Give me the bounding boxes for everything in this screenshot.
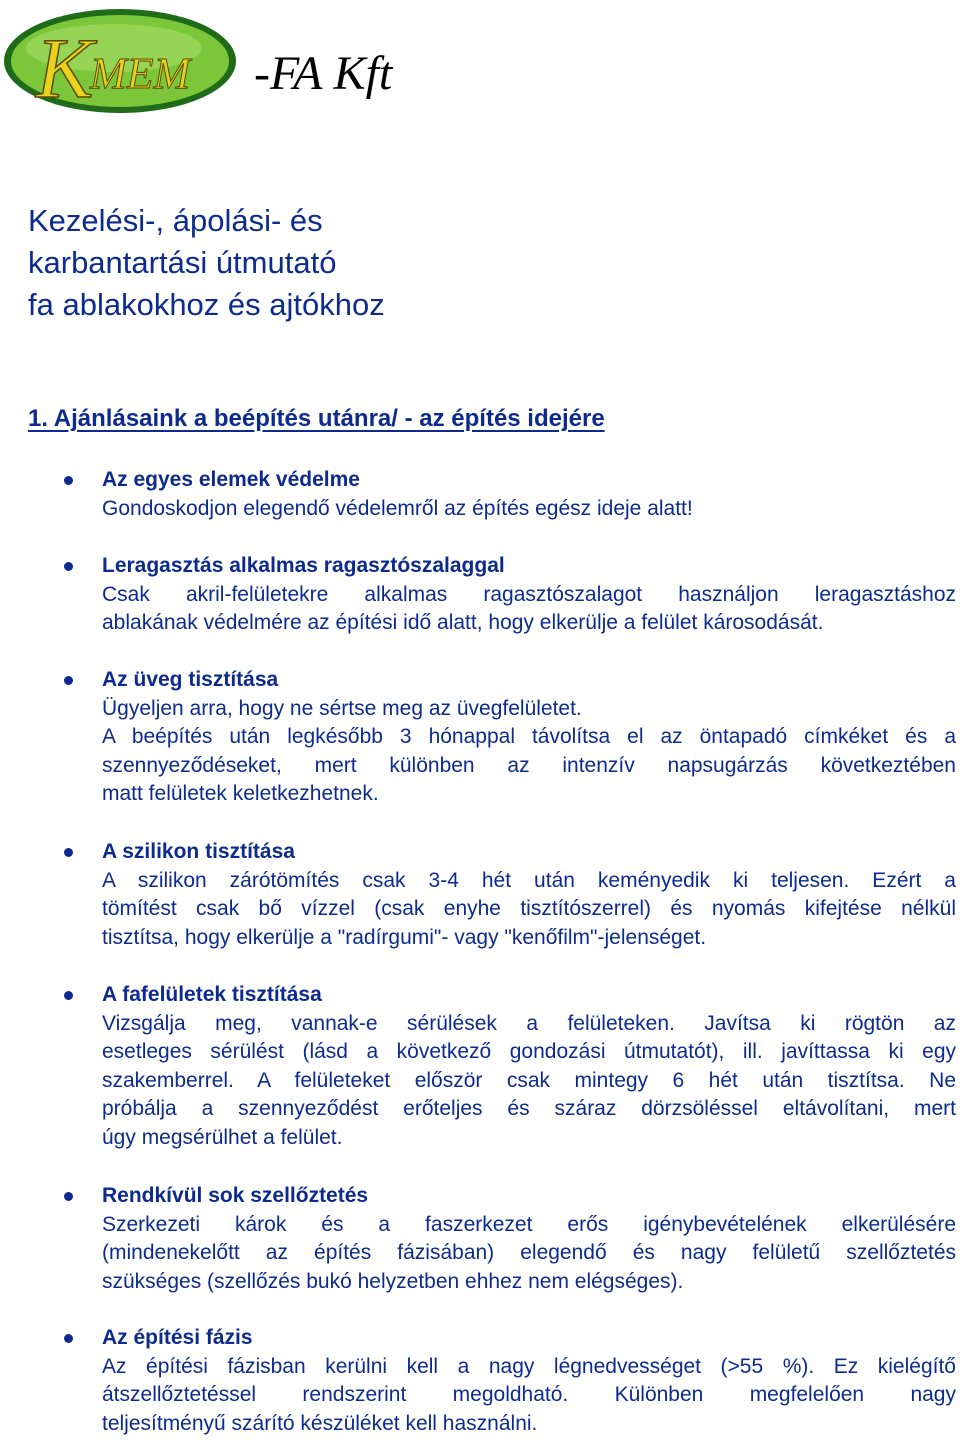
item-body-line: szennyeződéseket, mert különben az intenzív napsugárzás következtében [102, 753, 956, 777]
item-body-line: Gondoskodjon elegendő védelemről az építés egész ideje alatt! [102, 496, 693, 520]
recommendation-item [0, 981, 960, 1152]
recommendation-item [0, 666, 960, 809]
item-body [102, 695, 956, 809]
item-body-line: szükséges (szellőzés bukó helyzetben ehhez nem elégséges). [102, 1269, 684, 1293]
recommendation-item [0, 1324, 960, 1438]
bullet-icon [64, 562, 73, 571]
item-body-line: teljesítményű szárító készüléket kell használni. [102, 1411, 538, 1435]
item-body [102, 495, 956, 524]
item-body-line: A szilikon zárótömítés csak 3-4 hét után keményedik ki teljesen. Ezért a [102, 868, 956, 892]
item-body [102, 581, 956, 638]
bullet-icon [64, 476, 73, 485]
item-title: Az építési fázis [102, 1326, 253, 1349]
bullet-icon [64, 848, 73, 857]
bullet-icon [64, 991, 73, 1000]
section-heading: 1. Ajánlásaink a beépítés utánra/ - az építés idejére [28, 405, 605, 432]
item-body-line: tömítést csak bő vízzel (csak enyhe tisztítószerrel) és nyomás kifejtése nélkül [102, 897, 956, 920]
item-body-line: próbálja a szennyeződést erőteljes és száraz dörzsöléssel eltávolítani, mert [102, 1097, 956, 1120]
recommendation-item [0, 552, 960, 638]
item-body-line: Csak akril-felületekre alkalmas ragasztószalagot használjon leragasztáshoz [102, 582, 956, 606]
bullet-icon [64, 1334, 73, 1343]
document-title: Kezelési-, ápolási- és karbantartási útmutató fa ablakokhoz és ajtókhoz [28, 203, 385, 322]
logo-company-suffix: -FA Kft [254, 47, 393, 100]
item-body-line: ablakának védelmére az építési idő alatt, hogy elkerülje a felület károsodását. [102, 611, 824, 634]
item-title: Az üveg tisztítása [102, 668, 279, 691]
item-body-line: Az építési fázisban kerülni kell a nagy légnedvességet (>55 %). Ez kielégítő [102, 1354, 956, 1378]
item-body-line: szakemberrel. A felületeket először csak mintegy 6 hét után tisztítsa. Ne [102, 1068, 956, 1092]
recommendation-item [0, 466, 960, 523]
bullet-icon [64, 1192, 73, 1201]
logo-brand-initial: K [36, 20, 94, 114]
item-body [102, 1010, 956, 1153]
item-body-line: Szerkezeti károk és a faszerkezet erős igénybevételének elkerülésére [102, 1212, 956, 1236]
item-title: Leragasztás alkalmas ragasztószalaggal [102, 554, 505, 577]
item-body-line: esetleges sérülést (lásd a következő gondozási útmutatót), ill. javíttassa ki egy [102, 1040, 956, 1063]
item-title: Az egyes elemek védelme [102, 468, 360, 491]
item-body-line: (mindenekelőtt az építés fázisában) elegendő és nagy felületű szellőztetés [102, 1241, 956, 1264]
item-body [102, 1353, 956, 1439]
item-body-line: matt felületek keletkezhetnek. [102, 782, 379, 805]
recommendation-item [0, 1182, 960, 1296]
item-body-line: úgy megsérülhet a felület. [102, 1125, 343, 1149]
bullet-icon [64, 676, 73, 685]
item-body [102, 867, 956, 953]
item-body [102, 1211, 956, 1297]
item-body-line: Vizsgálja meg, vannak-e sérülések a felületeken. Javítsa ki rögtön az [102, 1011, 956, 1035]
item-body-line: tisztítsa, hogy elkerülje a "radírgumi"- vagy "kenőfilm"-jelenséget. [102, 925, 707, 949]
recommendation-item [0, 838, 960, 952]
item-title: A fafelületek tisztítása [102, 983, 322, 1006]
item-body-line: Ügyeljen arra, hogy ne sértse meg az üvegfelületet. [102, 696, 582, 720]
logo-brand-name: MEM [90, 49, 191, 98]
item-title: Rendkívül sok szellőztetés [102, 1184, 369, 1207]
item-title: A szilikon tisztítása [102, 840, 295, 863]
company-logo [2, 4, 438, 114]
item-body-line: A beépítés után legkésőbb 3 hónappal távolítsa el az öntapadó címkéket és a [102, 725, 956, 748]
item-body-line: átszellőztetéssel rendszerint megoldható. Különben megfelelően nagy [102, 1383, 956, 1406]
